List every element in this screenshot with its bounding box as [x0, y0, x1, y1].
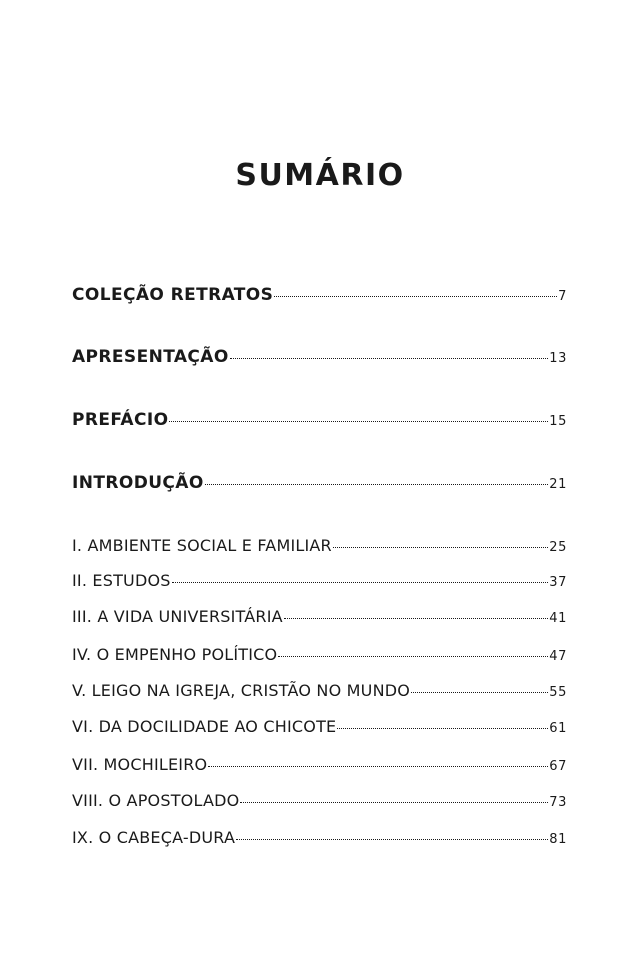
toc-chapter-4[interactable]	[72, 645, 567, 664]
dot-leader	[284, 618, 548, 619]
toc-entry-label: IX. O CABEÇA-DURA	[72, 828, 236, 847]
toc-entry-prefacio[interactable]	[72, 410, 567, 430]
toc-entry-introducao[interactable]	[72, 473, 567, 493]
toc-entry-page-number: 47	[549, 649, 567, 664]
dot-leader	[278, 656, 548, 657]
dot-leader	[333, 547, 548, 548]
toc-entry-label: PREFÁCIO	[72, 410, 169, 430]
toc-chapter-5[interactable]	[72, 681, 567, 700]
toc-entry-apresentacao[interactable]	[72, 347, 567, 367]
toc-chapter-7[interactable]	[72, 755, 567, 774]
dot-leader	[205, 484, 549, 485]
toc-chapter-8[interactable]	[72, 791, 567, 810]
toc-entry-label: VI. DA DOCILIDADE AO CHICOTE	[72, 717, 337, 736]
dot-leader	[230, 358, 549, 359]
toc-chapter-1[interactable]	[72, 536, 567, 555]
toc-entry-page-number: 67	[549, 759, 567, 774]
toc-entry-label: INTRODUÇÃO	[72, 473, 204, 493]
dot-leader	[236, 839, 548, 840]
toc-entry-label: VII. MOCHILEIRO	[72, 755, 208, 774]
toc-entry-label: III. A VIDA UNIVERSITÁRIA	[72, 607, 283, 626]
toc-chapter-3[interactable]	[72, 607, 567, 626]
toc-entry-page-number: 37	[549, 575, 567, 590]
toc-entry-label: II. ESTUDOS	[72, 571, 171, 590]
toc-entry-label: IV. O EMPENHO POLÍTICO	[72, 645, 278, 664]
dot-leader	[337, 728, 548, 729]
toc-entry-page-number: 15	[549, 414, 567, 429]
toc-entry-page-number: 21	[549, 477, 567, 492]
dot-leader	[169, 421, 548, 422]
toc-entry-page-number: 81	[549, 832, 567, 847]
toc-chapter-9[interactable]	[72, 828, 567, 847]
dot-leader	[172, 582, 549, 583]
toc-entry-page-number: 41	[549, 611, 567, 626]
toc-entry-label: I. AMBIENTE SOCIAL E FAMILIAR	[72, 536, 332, 555]
toc-entry-page-number: 25	[549, 540, 567, 555]
toc-entry-page-number: 55	[549, 685, 567, 700]
dot-leader	[274, 296, 557, 297]
toc-entry-colecao-retratos[interactable]	[72, 285, 567, 305]
dot-leader	[411, 692, 548, 693]
toc-entry-label: VIII. O APOSTOLADO	[72, 791, 240, 810]
toc-entry-label: COLEÇÃO RETRATOS	[72, 285, 274, 305]
toc-entry-page-number: 7	[558, 289, 567, 304]
toc-chapter-2[interactable]	[72, 571, 567, 590]
dot-leader	[208, 766, 548, 767]
toc-entry-label: V. LEIGO NA IGREJA, CRISTÃO NO MUNDO	[72, 681, 411, 700]
toc-entry-page-number: 73	[549, 795, 567, 810]
toc-chapter-6[interactable]	[72, 717, 567, 736]
page-title: SUMÁRIO	[235, 158, 405, 193]
toc-entry-page-number: 13	[549, 351, 567, 366]
dot-leader	[240, 802, 548, 803]
toc-entry-label: APRESENTAÇÃO	[72, 347, 229, 367]
toc-entry-page-number: 61	[549, 721, 567, 736]
